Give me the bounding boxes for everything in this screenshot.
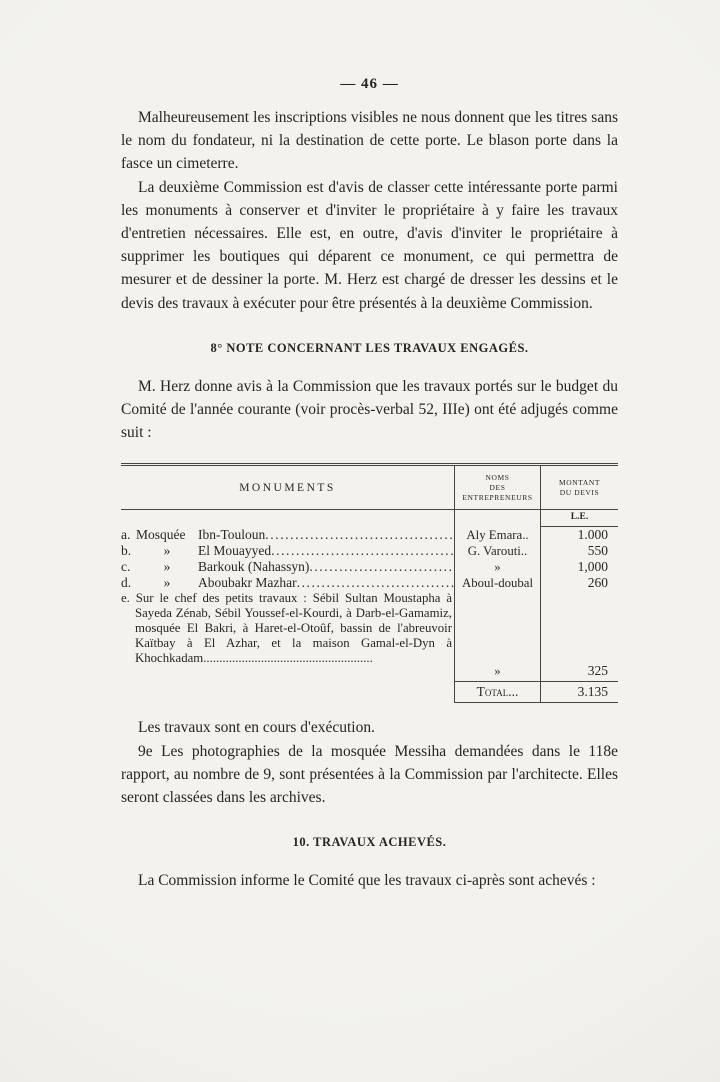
column-header-entrepreneurs: [455, 466, 541, 509]
dot-leader: [297, 575, 454, 591]
column-header-monuments: [121, 466, 455, 509]
row-letter: d.: [121, 575, 132, 591]
montant-line2: DU DEVIS: [559, 487, 600, 497]
paragraph-commission: La deuxième Commission est d'avis de classer cette intéressante porte parmi les monuments à conserver et d'inviter le propriétaire à y faire les travaux d'entretien nécessaires. Elle est, en outre, d'avis d'inviter le propriétaire à supprimer les boutiques qui déparent ce monument, ce qui permettra de mesurer et de dessiner la porte. M. Herz est chargé de dresser les dessins et le devis des travaux à exécuter pour être présentés à la deuxième Commission.: [121, 178, 618, 312]
paragraph-inscriptions: Malheureusement les inscriptions visibles ne nous donnent que les titres sans le nom du fondateur, ni la destination de cette porte. Le blason porte dans la fasce un cimeterre.: [121, 109, 618, 173]
row-name: Ibn-Touloun: [198, 527, 266, 543]
row-entrepreneur: G. Varouti..: [455, 543, 541, 559]
row-amount: 1.000: [577, 527, 608, 543]
section-8-heading: 8° NOTE CONCERNANT LES TRAVAUX ENGAGÉS.: [210, 340, 529, 355]
row-letter: b.: [121, 543, 132, 559]
photographs-note: 9e Les photographies de la mosquée Messiha demandées dans le 118e rapport, au nombre de 9, sont présentées à la Commission par l'architecte. Elles seront classées dans les archives.: [121, 742, 618, 807]
montant-line1: MONTANT: [558, 477, 601, 487]
row-name: Aboubakr Mazhar: [198, 575, 297, 591]
row-entrepreneur: »: [455, 559, 541, 575]
table-row-a: [121, 527, 618, 543]
dot-leader: [271, 543, 454, 559]
row-entrepreneur: Aboul-doubal: [455, 575, 541, 591]
section-10-intro: La Commission informe le Comité que les travaux ci-après sont achevés :: [138, 872, 596, 890]
execution-note: Les travaux sont en cours d'exécution.: [138, 719, 375, 737]
row-e-amount: 325: [587, 663, 608, 679]
total-label: Total...: [455, 681, 541, 703]
table-total-row: [121, 681, 618, 703]
section-8-intro: M. Herz donne avis à la Commission que les travaux portés sur le budget du Comité de l'année courante (voir procès-verbal 52, IIIe) ont été adjugés comme suit :: [121, 377, 618, 442]
row-ditto: »: [163, 575, 171, 591]
monuments-label: MONUMENTS: [239, 481, 336, 494]
table-header-row: [121, 466, 618, 510]
dot-leader: [265, 527, 454, 543]
entrepreneurs-line2: DES: [489, 482, 506, 492]
works-table: [121, 463, 618, 703]
row-e-text: e. Sur le chef des petits travaux : Sébil Sultan Moustapha à Sayeda Zénab, Sébil Youssef-el-Kourdi, à Darb-el-Gamamiz, mosquée El Bakri, à Haret-el-Otoûf, bassin de l'abreuvoir Kaïtbay à El Azhar, et la maison Gamal-el-Dyn à Khochkadam.....................................................: [121, 591, 455, 681]
dot-leader: [309, 559, 454, 575]
row-word1: Mosquée: [136, 527, 186, 543]
row-name: Barkouk (Nahassyn): [198, 559, 310, 575]
row-amount: 1,000: [577, 559, 608, 575]
entrepreneurs-line3: ENTREPRENEURS: [462, 492, 533, 502]
row-e-entrepreneur: »: [455, 591, 541, 681]
section-10-heading: 10. TRAVAUX ACHEVÉS.: [292, 835, 447, 850]
table-row-c: [121, 559, 618, 575]
row-name: El Mouayyed: [198, 543, 272, 559]
page-number: — 46 —: [340, 76, 399, 92]
table-row-d: [121, 575, 618, 591]
row-ditto: »: [163, 559, 171, 575]
row-entrepreneur: Aly Emara..: [455, 527, 541, 543]
total-value: 3.135: [541, 681, 618, 703]
entrepreneurs-line1: NOMS: [485, 472, 510, 482]
row-ditto: »: [163, 543, 171, 559]
row-amount: 260: [587, 575, 608, 591]
table-row-e: [121, 591, 618, 681]
table-currency-row: [121, 510, 618, 527]
row-amount: 550: [587, 543, 608, 559]
row-letter: c.: [121, 559, 131, 575]
page-content: [121, 76, 618, 892]
row-letter: a.: [121, 527, 131, 543]
currency-label: L.E.: [541, 510, 618, 527]
column-header-montant: [541, 466, 618, 509]
table-row-b: [121, 543, 618, 559]
